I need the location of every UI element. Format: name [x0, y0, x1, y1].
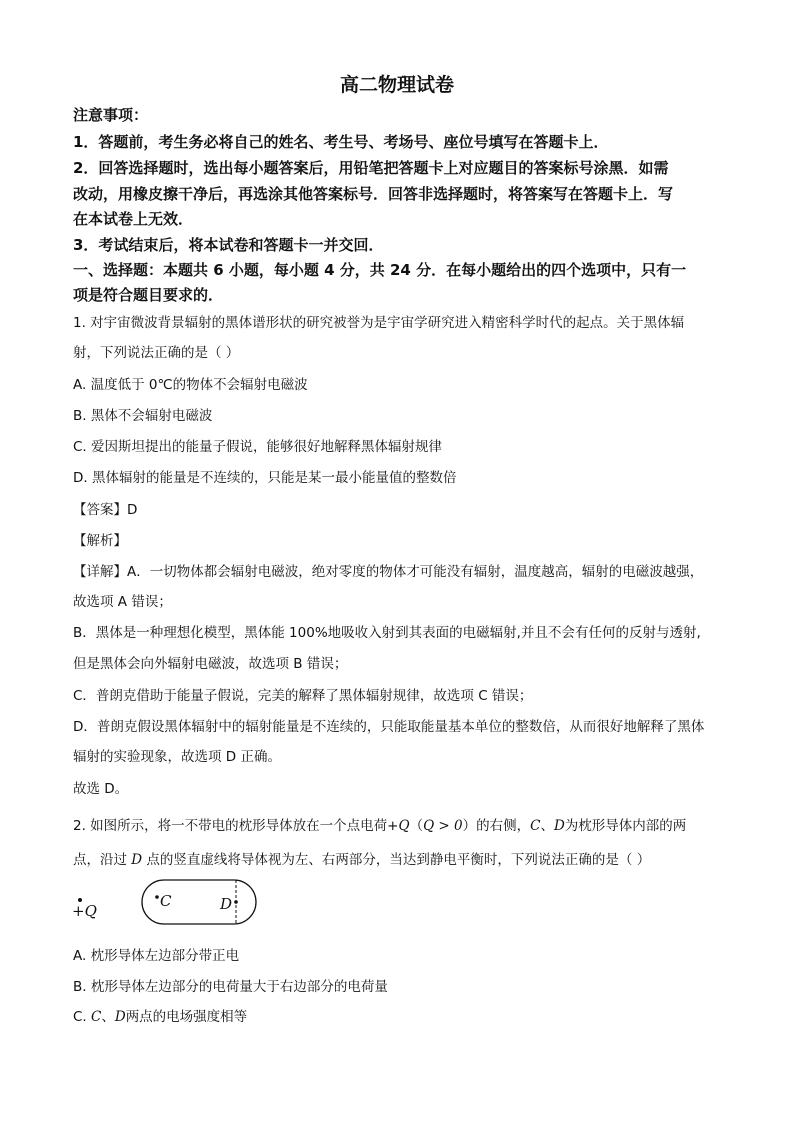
page-title: 高二物理试卷	[339, 74, 454, 96]
q2-stem-line2: 点，沿过 D 点的竖直虚线将导体视为左、右两部分，当达到静电平衡时，下列说法正确的是（ ）	[73, 852, 651, 868]
q2-option-b: B. 枕形导体左边部分的电荷量大于右边部分的电荷量	[73, 979, 388, 995]
q1-analysis-line: C．普朗克借助于能量子假说，完美的解释了黑体辐射规律，故选项 C 错误；	[73, 688, 533, 704]
notice-line: 改动，用橡皮擦干净后，再选涂其他答案标号．回答非选择题时，将答案写在答题卡上．写	[73, 185, 674, 203]
q1-analysis-line: B．黑体是一种理想化模型，黑体能 100%地吸收入射到其表面的电磁辐射,并且不会有任何的反射与透射,	[73, 625, 701, 641]
q2-option-a: A. 枕形导体左边部分带正电	[73, 948, 240, 964]
q1-analysis-line: 辐射的实验现象，故选项 D 正确。	[73, 749, 281, 765]
notice-line: 1．答题前，考生务必将自己的姓名、考生号、考场号、座位号填写在答题卡上．	[73, 133, 609, 151]
q2-figure	[68, 876, 268, 928]
q1-answer: 【答案】D	[73, 502, 138, 518]
section-heading: 一、选择题：本题共 6 小题，每小题 4 分，共 24 分．在每小题给出的四个选项中，只有一	[73, 261, 687, 279]
q1-analysis-line: D．普朗克假设黑体辐射中的辐射能量是不连续的，只能取能量基本单位的整数倍，从而很好地解释了黑体	[73, 719, 705, 735]
q1-option-b: B. 黑体不会辐射电磁波	[73, 408, 213, 424]
q1-analysis-line: 故选 D。	[73, 781, 129, 797]
q1-option-a: A. 温度低于 0℃的物体不会辐射电磁波	[73, 377, 308, 393]
section-heading: 项是符合题目要求的．	[73, 286, 224, 304]
q1-analysis-line: 故选项 A 错误；	[73, 594, 172, 610]
q1-option-c: C. 爱因斯坦提出的能量子假说，能够很好地解释黑体辐射规律	[73, 439, 443, 455]
q1-stem: 射，下列说法正确的是（ ）	[73, 345, 240, 361]
point-c-label: C	[160, 892, 172, 910]
notice-line: 在本试卷上无效．	[73, 210, 194, 228]
q1-stem: 1. 对宇宙微波背景辐射的黑体谱形状的研究被誉为是宇宙学研究进入精密科学时代的起点。关于黑体辐	[73, 315, 685, 331]
notice-line: 2．回答选择题时，选出每小题答案后，用铅笔把答题卡上对应题目的答案标号涂黑．如需	[73, 159, 669, 177]
q2-option-c: C. C、D两点的电场强度相等	[73, 1009, 248, 1025]
notice-heading: 注意事项：	[73, 106, 149, 124]
q2-stem-line1: 2. 如图所示，将一不带电的枕形导体放在一个点电荷+Q（Q > 0）的右侧，C、D为枕形导体内部的两	[73, 818, 687, 834]
point-c	[155, 895, 159, 899]
charge-label: +Q	[72, 902, 97, 920]
q1-analysis-label: 【解析】	[73, 533, 127, 549]
notice-line: 3．考试结束后，将本试卷和答题卡一并交回．	[73, 236, 384, 254]
q1-option-d: D. 黑体辐射的能量是不连续的，只能是某一最小能量值的整数倍	[73, 470, 457, 486]
q1-analysis-line: 但是黑体会向外辐射电磁波，故选项 B 错误；	[73, 656, 348, 672]
q1-analysis-line: 【详解】A．一切物体都会辐射电磁波，绝对零度的物体才可能没有辐射，温度越高，辐射的电磁波越强，	[73, 564, 704, 580]
point-d	[234, 900, 238, 904]
point-d-label: D	[220, 895, 233, 913]
